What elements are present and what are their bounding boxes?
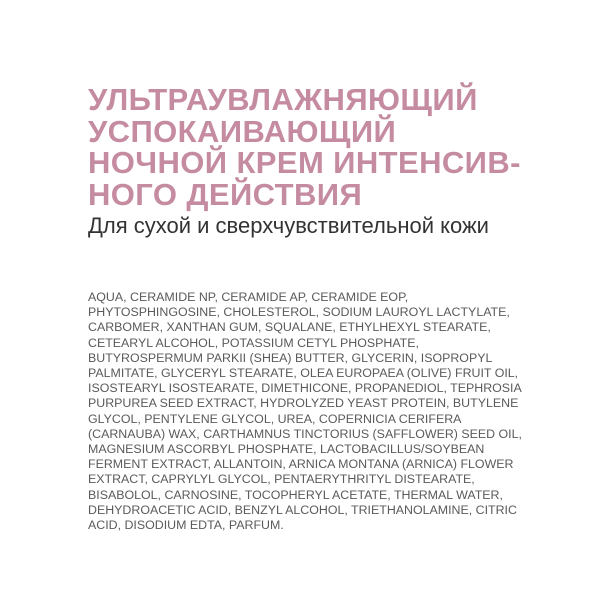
ingredients-line: EXTRACT, CAPRYLYL GLYCOL, PENTAERYTHRITYL DISTEARATE, — [88, 472, 475, 487]
ingredients-line: PURPUREA SEED EXTRACT, HYDROLYZED YEAST PROTEIN, BUTYLENE — [88, 396, 519, 411]
product-title-line: УЛЬТРАУВЛАЖНЯЮЩИЙ — [88, 82, 478, 117]
ingredients-line: CARBOMER, XANTHAN GUM, SQUALANE, ETHYLHEXYL STEARATE, — [88, 320, 491, 335]
product-title — [88, 84, 558, 210]
ingredients-line: DEHYDROACETIC ACID, BENZYL ALCOHOL, TRIETHANOLAMINE, CITRIC — [88, 502, 517, 517]
product-subtitle: Для сухой и сверхчувствительной кожи — [88, 213, 489, 238]
ingredients-line: CETEARYL ALCOHOL, POTASSIUM CETYL PHOSPHATE, — [88, 335, 419, 350]
ingredients-list — [88, 290, 528, 533]
product-title-line: УСПОКАИВАЮЩИЙ — [88, 113, 397, 149]
ingredients-line: AQUA, CERAMIDE NP, CERAMIDE AP, CERAMIDE EOP, — [88, 290, 409, 304]
ingredients-line: BUTYROSPERMUM PARKII (SHEA) BUTTER, GLYCERIN, ISOPROPYL — [88, 350, 493, 365]
product-title-line: НОГО ДЕЙСТВИЯ — [88, 176, 363, 212]
ingredients-line: ISOSTEARYL ISOSTEARATE, DIMETHICONE, PROPANEDIOL, TEPHROSIA — [88, 381, 522, 396]
ingredients-line: PALMITATE, GLYCERYL STEARATE, OLEA EUROPAEA (OLIVE) FRUIT OIL, — [88, 366, 519, 381]
ingredients-line: MAGNESIUM ASCORBYL PHOSPHATE, LACTOBACILLUS/SOYBEAN — [88, 442, 485, 457]
ingredients-line: GLYCOL, PENTYLENE GLYCOL, UREA, COPERNICIA CERIFERA — [88, 411, 462, 426]
ingredients-line: ACID, DISODIUM EDTA, PARFUM. — [88, 518, 284, 533]
ingredients-line: PHYTOSPHINGOSINE, CHOLESTEROL, SODIUM LAUROYL LACTYLATE, — [88, 305, 510, 320]
product-title-line: НОЧНОЙ КРЕМ ИНТЕНСИВ- — [88, 145, 521, 180]
ingredients-line: BISABOLOL, CARNOSINE, TOCOPHERYL ACETATE, THERMAL WATER, — [88, 487, 503, 502]
ingredients-line: (CARNAUBA) WAX, CARTHAMNUS TINCTORIUS (SAFFLOWER) SEED OIL, — [88, 426, 522, 441]
ingredients-line: FERMENT EXTRACT, ALLANTOIN, ARNICA MONTANA (ARNICA) FLOWER — [88, 457, 514, 472]
